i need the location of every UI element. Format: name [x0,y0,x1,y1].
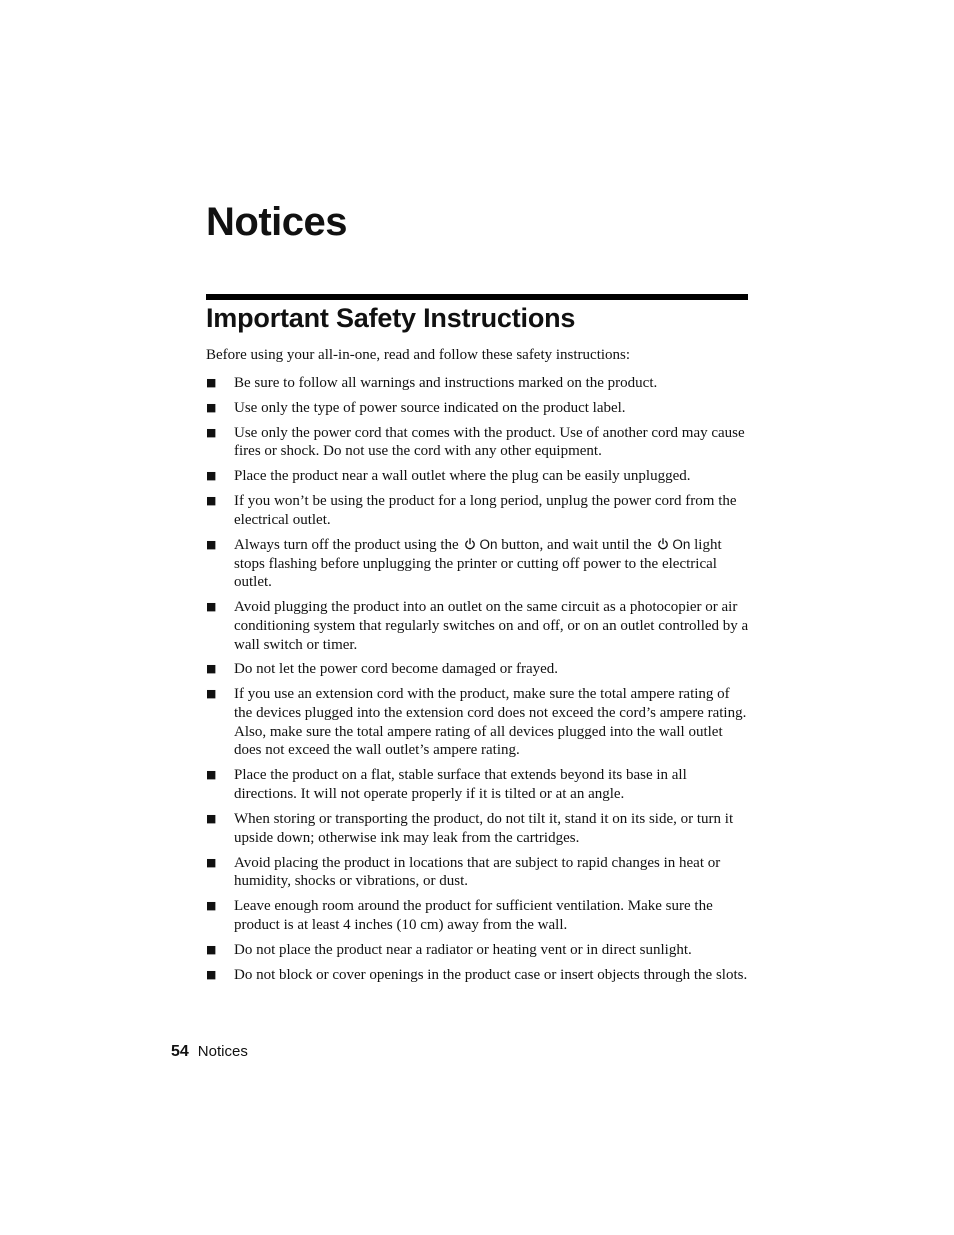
chapter-title: Notices [206,200,347,244]
list-item [206,897,751,934]
bullet-square-icon: ■ [206,687,217,701]
list-item [206,810,751,847]
page-footer [171,1042,248,1062]
list-item [206,598,751,654]
list-item [206,854,751,891]
list-item-text: Place the product on a flat, stable surface that extends beyond its base in all directions. It will not operate properly if it is tilted or at an angle. [234,767,687,803]
bullet-square-icon: ■ [206,469,217,483]
list-item-text: Place the product near a wall outlet where the plug can be easily unplugged. [234,468,691,485]
bullet-square-icon: ■ [206,855,217,869]
bullet-square-icon: ■ [206,899,217,913]
list-item [206,966,751,985]
list-item-text: Be sure to follow all warnings and instructions marked on the product. [234,375,658,391]
page-number: 54 [171,1043,189,1060]
list-item [206,660,751,679]
intro-paragraph: Before using your all-in-one, read and follow these safety instructions: [206,347,631,363]
list-item-text: Use only the power cord that comes with the product. Use of another cord may cause fires or shock. Do not use the cord with any other equipment. [234,424,745,460]
bullet-square-icon: ■ [206,811,217,825]
bullet-square-icon: ■ [206,537,217,551]
list-item [206,374,751,393]
list-item-text-part: light stops flashing before unplugging the printer or cutting off power to the electrical outlet. [234,536,722,591]
list-item [206,399,751,418]
section-title: Important Safety Instructions [206,303,576,333]
bullet-square-icon: ■ [206,967,217,981]
list-item-text-part: button, and wait until the [501,536,652,553]
bullet-square-icon: ■ [206,662,217,676]
list-item-text: When storing or transporting the product, do not tilt it, stand it on its side, or turn it upside down; otherwise ink may leak from the cartridges. [234,810,734,846]
list-item-text: Avoid plugging the product into an outlet on the same circuit as a photocopier or air conditioning system that regularly switches on and off, or on an outlet controlled by a wall switch or timer. [234,599,749,653]
bullet-square-icon: ■ [206,600,217,614]
list-item-text: If you won’t be using the product for a long period, unplug the power cord from the electrical outlet. [234,493,737,528]
list-item-text [234,536,751,592]
power-icon [464,538,476,550]
list-item [206,467,751,486]
bullet-square-icon: ■ [206,400,217,414]
on-button-label: On [479,536,498,552]
on-light-label: On [672,536,691,552]
list-item [206,424,751,461]
list-item [206,685,751,760]
bullet-square-icon: ■ [206,494,217,508]
bullet-square-icon: ■ [206,425,217,439]
list-item-text: Avoid placing the product in locations that are subject to rapid changes in heat or humidity, shocks or vibrations, or dust. [234,854,721,890]
list-item-text-part: Always turn off the product using the [234,536,459,553]
list-item [206,492,751,529]
list-item [206,941,751,960]
list-item-text: Use only the type of power source indicated on the product label. [234,399,626,416]
list-item-text: Do not place the product near a radiator or heating vent or in direct sunlight. [234,941,692,958]
list-item [206,536,751,592]
footer-section-name: Notices [197,1043,248,1060]
list-item-text: Do not block or cover openings in the product case or insert objects through the slots. [234,966,748,983]
bullet-square-icon: ■ [206,942,217,956]
list-item-text: If you use an extension cord with the product, make sure the total ampere rating of the devices plugged into the extension cord does not exceed the cord’s ampere rating. Also, make sure the total ampere rating of all devices plugged into the wall outlet does not exceed the wall outlet’s ampere rating. [234,686,747,759]
bullet-square-icon: ■ [206,768,217,782]
safety-instructions-list [206,374,751,991]
power-icon [657,538,669,550]
list-item-text: Leave enough room around the product for sufficient ventilation. Make sure the product is at least 4 inches (10 cm) away from the wall. [234,898,713,933]
list-item [206,766,751,803]
bullet-square-icon: ■ [206,376,217,389]
list-item-text: Do not let the power cord become damaged or frayed. [234,661,559,678]
